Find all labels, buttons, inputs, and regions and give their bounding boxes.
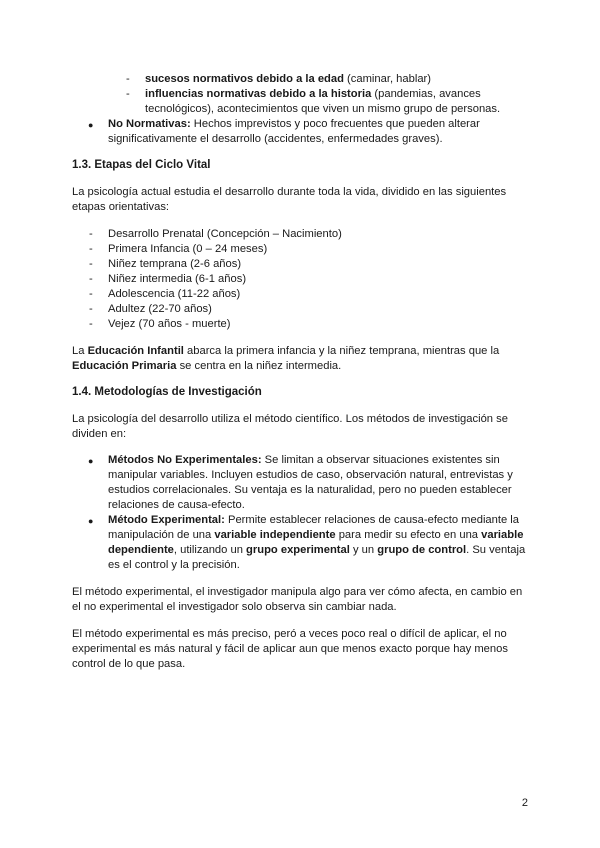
- list-item: Primera Infancia (0 – 24 meses): [108, 243, 268, 255]
- paragraph-line: Método Experimental: Permite establecer relaciones de causa-efecto mediante la: [108, 514, 520, 526]
- list-item: Niñez intermedia (6-1 años): [108, 273, 247, 285]
- item-bold: influencias normativas debido a la historia: [145, 88, 372, 100]
- dash-marker: -: [89, 303, 93, 315]
- paragraph-line: Métodos No Experimentales: Se limitan a observar situaciones existentes sin: [108, 454, 500, 466]
- dash-marker: -: [89, 228, 93, 240]
- dash-marker: -: [89, 243, 93, 255]
- paragraph-line: relaciones de causa-efecto.: [108, 499, 245, 511]
- dash-marker: -: [126, 88, 130, 100]
- dash-marker: -: [89, 273, 93, 285]
- section-heading: 1.4. Metodologías de Investigación: [72, 386, 262, 398]
- item-bold: sucesos normativos debido a la edad: [145, 73, 344, 85]
- list-item: [145, 72, 431, 87]
- paragraph-line: estudios correlacionales. Su ventaja es la naturalidad, pero no pueden establecer: [108, 484, 512, 496]
- paragraph-line: La Educación Infantil abarca la primera infancia y la niñez temprana, mientras que la: [72, 345, 500, 357]
- dash-marker: -: [89, 258, 93, 270]
- dash-marker: -: [89, 288, 93, 300]
- paragraph-line: El método experimental es más preciso, peró a veces poco real o difícil de aplicar, el no: [72, 628, 507, 640]
- section-heading: 1.3. Etapas del Ciclo Vital: [72, 159, 211, 171]
- list-item: Vejez (70 años - muerte): [108, 318, 231, 330]
- dash-marker: -: [89, 318, 93, 330]
- list-item: [145, 87, 481, 102]
- paragraph-line: El método experimental, el investigador manipula algo para ver cómo afecta, en cambio en: [72, 586, 523, 598]
- item-text: (caminar, hablar): [343, 73, 431, 85]
- page-number: 2: [521, 797, 528, 809]
- list-item: Adolescencia (11-22 años): [108, 288, 241, 300]
- list-item: Niñez temprana (2-6 años): [108, 258, 242, 270]
- paragraph-line: el no experimental el investigador solo observa sin cambiar nada.: [72, 601, 397, 613]
- paragraph-line: La psicología actual estudia el desarrollo durante toda la vida, dividido en las siguientes: [72, 186, 507, 198]
- paragraph-line: control de lo que pasa.: [72, 658, 186, 670]
- list-item: Desarrollo Prenatal (Concepción – Nacimiento): [108, 228, 342, 240]
- paragraph-line: La psicología del desarrollo utiliza el método científico. Los métodos de investigación se: [72, 413, 508, 425]
- bullet-icon: ●: [88, 516, 94, 526]
- paragraph-line: experimental es más natural y fácil de aplicar aun que menos exacto porque hay menos: [72, 643, 508, 655]
- paragraph-line: Educación Primaria se centra en la niñez intermedia.: [72, 360, 342, 372]
- bullet-icon: ●: [88, 456, 94, 466]
- no-normativas-line1: No Normativas: Hechos imprevistos y poco frecuentes que pueden alterar: [108, 118, 480, 130]
- list-item-continuation: tecnológicos), acontecimientos que viven un mismo grupo de personas.: [145, 103, 501, 115]
- list-item: Adultez (22-70 años): [108, 303, 212, 315]
- no-normativas-line2: significativamente el desarrollo (accidentes, enfermedades graves).: [108, 133, 443, 145]
- paragraph-line: etapas orientativas:: [72, 201, 170, 213]
- paragraph-line: es el control y la precisión.: [108, 559, 240, 571]
- paragraph-line: manipulación de una variable independiente para medir su efecto en una variable: [108, 529, 524, 541]
- dash-marker: -: [126, 73, 130, 85]
- paragraph-line: manipular variables. Incluyen estudios de caso, observación natural, entrevistas y: [108, 469, 513, 481]
- paragraph-line: dividen en:: [72, 428, 127, 440]
- item-text: (pandemias, avances: [371, 88, 481, 100]
- bullet-icon: ●: [88, 120, 94, 130]
- paragraph-line: dependiente, utilizando un grupo experimental y un grupo de control. Su ventaja: [108, 544, 526, 556]
